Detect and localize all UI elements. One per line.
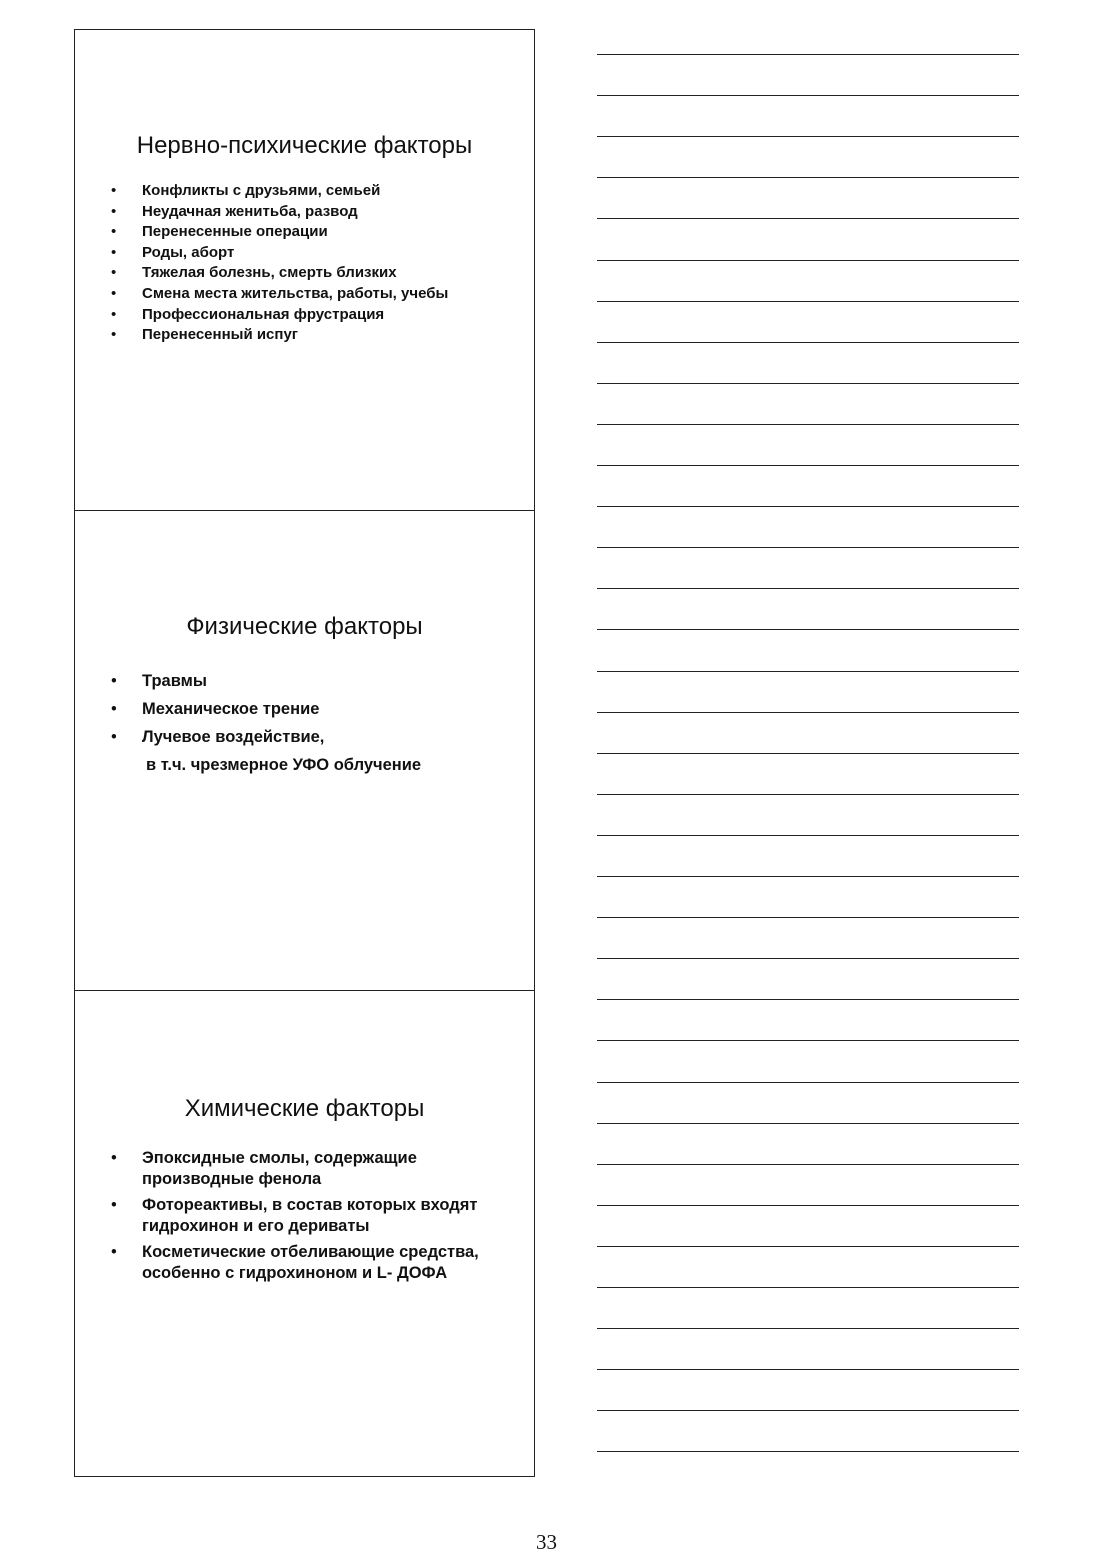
list-item-continuation: в т.ч. чрезмерное УФО облучение bbox=[146, 756, 422, 774]
note-line bbox=[597, 958, 1019, 959]
slides-panel bbox=[74, 29, 535, 1477]
list-item: • Тяжелая болезнь, смерть близких bbox=[111, 263, 524, 284]
list-item: • Косметические отбеливающие средства, особенно с гидрохиноном и L- ДОФА bbox=[111, 1243, 479, 1282]
note-line bbox=[597, 465, 1019, 466]
note-line bbox=[597, 588, 1019, 589]
note-line bbox=[597, 260, 1019, 261]
bullet-icon: • bbox=[111, 305, 117, 323]
bullet-icon: • bbox=[111, 223, 117, 241]
bullet-icon: • bbox=[111, 182, 117, 199]
note-line bbox=[597, 424, 1019, 425]
bullet-list bbox=[111, 181, 524, 346]
list-item: • Травмы bbox=[111, 667, 524, 695]
note-line bbox=[597, 629, 1019, 630]
slide-title: Нервно-психические факторы bbox=[136, 132, 473, 159]
list-item: • Неудачная женитьба, развод bbox=[111, 202, 524, 223]
bullet-icon: • bbox=[111, 1196, 117, 1214]
note-line bbox=[597, 1040, 1019, 1041]
bullet-icon: • bbox=[111, 728, 117, 746]
note-line bbox=[597, 136, 1019, 137]
note-line bbox=[597, 1082, 1019, 1083]
note-line bbox=[597, 54, 1019, 55]
list-item: • Конфликты с друзьями, семьей bbox=[111, 181, 524, 202]
slide-title: Химические факторы bbox=[184, 1095, 425, 1122]
list-item: • Перенесенные операции bbox=[111, 222, 524, 243]
note-line bbox=[597, 1205, 1019, 1206]
note-line bbox=[597, 218, 1019, 219]
note-line bbox=[597, 1164, 1019, 1165]
note-line bbox=[597, 342, 1019, 343]
page-number: 33 bbox=[536, 1530, 557, 1554]
bullet-icon: • bbox=[111, 700, 117, 718]
note-line bbox=[597, 999, 1019, 1000]
list-item: • Механическое трение bbox=[111, 695, 524, 723]
list-item: • Смена места жительства, работы, учебы bbox=[111, 284, 524, 305]
bullet-icon: • bbox=[111, 672, 117, 690]
note-line bbox=[597, 1287, 1019, 1288]
slide-neuro-psychic bbox=[75, 30, 534, 510]
note-line bbox=[597, 506, 1019, 507]
note-line bbox=[597, 753, 1019, 754]
bullet-list bbox=[111, 667, 524, 779]
bullet-icon: • bbox=[111, 326, 117, 344]
bullet-icon: • bbox=[111, 1149, 117, 1167]
list-item: • Профессиональная фрустрация bbox=[111, 305, 524, 326]
bullet-icon: • bbox=[111, 1243, 117, 1261]
list-item: • Перенесенный испуг bbox=[111, 325, 524, 346]
bullet-list bbox=[111, 1148, 524, 1289]
bullet-icon: • bbox=[111, 202, 117, 220]
slide-chemical bbox=[75, 990, 534, 1476]
list-item: • Роды, аборт bbox=[111, 243, 524, 264]
note-line bbox=[597, 876, 1019, 877]
note-line bbox=[597, 547, 1019, 548]
note-line bbox=[597, 95, 1019, 96]
note-line bbox=[597, 794, 1019, 795]
list-item: • Эпоксидные смолы, содержащие производные фенола bbox=[111, 1149, 417, 1188]
note-line bbox=[597, 917, 1019, 918]
note-line bbox=[597, 383, 1019, 384]
bullet-icon: • bbox=[111, 243, 117, 261]
note-line bbox=[597, 1369, 1019, 1370]
notes-lines bbox=[597, 54, 1019, 1474]
note-line bbox=[597, 177, 1019, 178]
slide-title: Физические факторы bbox=[186, 613, 423, 640]
note-line bbox=[597, 1246, 1019, 1247]
note-line bbox=[597, 1410, 1019, 1411]
list-item: • Лучевое воздействие, в т.ч. чрезмерное УФО облучение bbox=[111, 723, 524, 779]
note-line bbox=[597, 1123, 1019, 1124]
slide-physical bbox=[75, 510, 534, 990]
list-item: • Фотореактивы, в состав которых входят гидрохинон и его дериваты bbox=[111, 1196, 478, 1235]
note-line bbox=[597, 301, 1019, 302]
note-line bbox=[597, 835, 1019, 836]
bullet-icon: • bbox=[111, 284, 117, 302]
note-line bbox=[597, 1328, 1019, 1329]
bullet-icon: • bbox=[111, 264, 117, 282]
note-line bbox=[597, 712, 1019, 713]
note-line bbox=[597, 671, 1019, 672]
note-line bbox=[597, 1451, 1019, 1452]
